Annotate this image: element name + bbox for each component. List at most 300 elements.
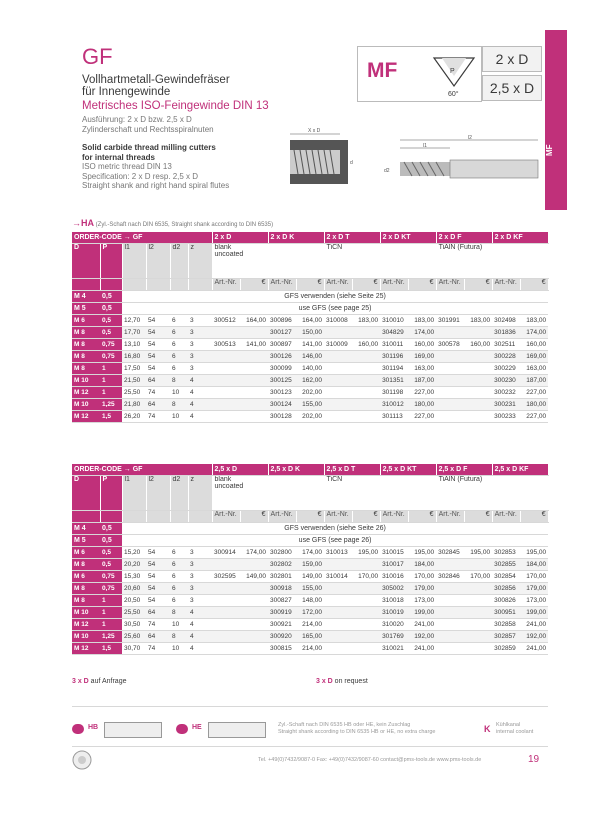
table-cell: 300897 <box>268 339 296 351</box>
table-cell: 300228 <box>492 351 520 363</box>
thread-size: M 12 <box>72 411 100 423</box>
pitch: 0,5 <box>100 291 122 303</box>
table-cell <box>464 583 492 595</box>
table-cell <box>240 399 268 411</box>
variant-header: 2,5 x D K <box>268 464 324 476</box>
table-cell: 54 <box>146 571 170 583</box>
column-header-d: D <box>72 476 100 511</box>
table-cell: 300126 <box>268 351 296 363</box>
table-cell: 10 <box>170 643 188 655</box>
thread-size: M 10 <box>72 375 100 387</box>
table-cell: 300921 <box>268 619 296 631</box>
coating-blank: blank uncoated <box>212 476 324 511</box>
table-cell: 164,00 <box>240 315 268 327</box>
artnr-spacer <box>146 511 170 523</box>
table-cell: 300125 <box>268 375 296 387</box>
table-cell: 310009 <box>324 339 352 351</box>
table-cell: 4 <box>188 375 212 387</box>
table-cell: 6 <box>170 339 188 351</box>
pitch: 0,75 <box>100 583 122 595</box>
table-cell <box>464 327 492 339</box>
order-code-row <box>72 464 548 476</box>
artnr-label: Art.-Nr. <box>324 511 352 523</box>
table-cell: 241,00 <box>520 619 548 631</box>
table-cell <box>352 327 380 339</box>
table-cell: 301769 <box>380 631 408 643</box>
thread-type-label: MF <box>367 59 398 82</box>
table-cell: 21,50 <box>122 375 146 387</box>
artnr-spacer <box>170 511 188 523</box>
table-cell: 3 <box>188 363 212 375</box>
table-cell: 302857 <box>492 631 520 643</box>
table-cell: 160,00 <box>408 339 436 351</box>
execution-de <box>82 115 214 134</box>
table-cell <box>324 595 352 607</box>
title-en-line1: Solid carbide thread milling cutters <box>82 143 216 152</box>
table-cell: 6 <box>170 571 188 583</box>
note-row <box>72 303 548 315</box>
table-cell <box>240 375 268 387</box>
table-cell: 300099 <box>268 363 296 375</box>
coating-tialn: TiAlN (Futura) <box>436 244 548 279</box>
table-cell <box>464 351 492 363</box>
table-cell: 4 <box>188 399 212 411</box>
table-cell <box>324 643 352 655</box>
table-cell: 302855 <box>492 559 520 571</box>
artnr-label: Art.-Nr. <box>492 511 520 523</box>
table-cell: 184,00 <box>520 559 548 571</box>
variant-header: 2 x D KF <box>492 232 548 244</box>
table-cell: 54 <box>146 363 170 375</box>
table-cell: 165,00 <box>296 631 324 643</box>
table-cell: 179,00 <box>520 583 548 595</box>
table-cell: 20,50 <box>122 595 146 607</box>
table-cell: 302846 <box>436 571 464 583</box>
table-cell: 302853 <box>492 547 520 559</box>
table-cell: 170,00 <box>464 571 492 583</box>
table-cell: 155,00 <box>296 583 324 595</box>
table-cell <box>212 387 240 399</box>
table-cell: 141,00 <box>240 339 268 351</box>
table-cell: 54 <box>146 547 170 559</box>
order-code: ORDER-CODE → GF <box>72 232 212 244</box>
table-cell: 173,00 <box>408 595 436 607</box>
pitch: 1,25 <box>100 399 122 411</box>
table-cell <box>352 411 380 423</box>
footer-divider-2 <box>72 746 548 747</box>
table-row <box>72 571 548 583</box>
table-cell: 3 <box>188 339 212 351</box>
table-cell <box>436 619 464 631</box>
table-cell: 301991 <box>436 315 464 327</box>
table-cell <box>352 583 380 595</box>
table-cell: 300124 <box>268 399 296 411</box>
table-cell: 302858 <box>492 619 520 631</box>
table-cell <box>464 595 492 607</box>
coolant-de: Kühlkanal <box>496 722 521 728</box>
pitch: 1 <box>100 375 122 387</box>
table-cell <box>436 351 464 363</box>
table-cell: 16,80 <box>122 351 146 363</box>
artnr-label: Art.-Nr. <box>324 279 352 291</box>
note-row <box>72 291 548 303</box>
title-de-line1: Vollhartmetall-Gewindefräser <box>82 74 230 86</box>
coating-blank: blank uncoated <box>212 244 324 279</box>
table-cell <box>464 387 492 399</box>
artnr-row <box>72 279 548 291</box>
table-cell: 20,60 <box>122 583 146 595</box>
table-cell <box>324 327 352 339</box>
table-cell: 4 <box>188 619 212 631</box>
table-cell: 169,00 <box>520 351 548 363</box>
table-cell: 183,00 <box>520 315 548 327</box>
artnr-label: Art.-Nr. <box>380 511 408 523</box>
table-cell: 64 <box>146 375 170 387</box>
table-cell: 300951 <box>492 607 520 619</box>
table-cell <box>212 607 240 619</box>
table-cell <box>324 619 352 631</box>
table-cell: 64 <box>146 399 170 411</box>
d2-label: d2 <box>384 168 390 174</box>
artnr-label: Art.-Nr. <box>268 511 296 523</box>
table-cell: 301198 <box>380 387 408 399</box>
thread-size: M 12 <box>72 643 100 655</box>
table-row <box>72 339 548 351</box>
pitch: 1,25 <box>100 631 122 643</box>
p-label: P <box>450 68 455 75</box>
price-label: € <box>296 279 324 291</box>
he-arrow-icon <box>176 724 188 734</box>
execution-de-line2: Zylinderschaft und Rechtsspiralnuten <box>82 124 214 134</box>
table-cell: 141,00 <box>296 339 324 351</box>
table-cell: 227,00 <box>520 387 548 399</box>
he-shank-icon <box>208 722 266 738</box>
table-cell: 163,00 <box>520 363 548 375</box>
coating-ticn: TiCN <box>324 476 436 511</box>
coolant-k: K <box>484 724 491 734</box>
variant-header: 2 x D K <box>268 232 324 244</box>
pitch: 1 <box>100 387 122 399</box>
table-cell: 301113 <box>380 411 408 423</box>
thread-size: M 4 <box>72 523 100 535</box>
price-label: € <box>296 511 324 523</box>
table-cell <box>240 631 268 643</box>
shank-note <box>278 722 435 736</box>
table-cell <box>212 559 240 571</box>
table-cell <box>464 375 492 387</box>
table-cell: 26,20 <box>122 411 146 423</box>
table-cell: 300896 <box>268 315 296 327</box>
table-25xd <box>72 464 549 655</box>
table-cell: 300230 <box>492 375 520 387</box>
table-cell: 300920 <box>268 631 296 643</box>
table-cell: 195,00 <box>352 547 380 559</box>
table-row <box>72 643 548 655</box>
order-code-row <box>72 232 548 244</box>
artnr-spacer <box>100 279 122 291</box>
table-cell: 304829 <box>380 327 408 339</box>
thread-size: M 12 <box>72 619 100 631</box>
table-cell: 12,70 <box>122 315 146 327</box>
gfs-note: use GFS (see page 25) <box>122 303 548 315</box>
table-cell: 187,00 <box>520 375 548 387</box>
table-cell <box>324 411 352 423</box>
title-en <box>82 143 216 162</box>
table-cell <box>352 387 380 399</box>
table-cell: 160,00 <box>352 339 380 351</box>
table-cell: 300918 <box>268 583 296 595</box>
pitch: 0,75 <box>100 339 122 351</box>
table-cell: 302595 <box>212 571 240 583</box>
caption-prefix: →HA <box>72 218 94 228</box>
table-cell: 302845 <box>436 547 464 559</box>
artnr-spacer <box>122 279 146 291</box>
table-cell: 4 <box>188 411 212 423</box>
artnr-spacer <box>188 279 212 291</box>
table-row <box>72 583 548 595</box>
artnr-spacer <box>72 511 100 523</box>
table-cell: 310012 <box>380 399 408 411</box>
table-cell: 310017 <box>380 559 408 571</box>
artnr-spacer <box>146 279 170 291</box>
table-cell: 195,00 <box>520 547 548 559</box>
table-cell: 310015 <box>380 547 408 559</box>
spec-en <box>82 162 229 191</box>
page-number: 19 <box>528 754 540 765</box>
request-de-bold: 3 x D <box>72 678 89 685</box>
table-cell <box>212 583 240 595</box>
table-cell <box>352 631 380 643</box>
table-cell <box>436 595 464 607</box>
pitch: 0,5 <box>100 523 122 535</box>
table-cell: 54 <box>146 559 170 571</box>
column-header-l2: l2 <box>146 244 170 279</box>
note-row <box>72 523 548 535</box>
pitch: 0,75 <box>100 571 122 583</box>
pitch: 1 <box>100 619 122 631</box>
table-row <box>72 619 548 631</box>
shank-note-de: Zyl.-Schaft nach DIN 6535 HB oder HE, kein Zuschlag <box>278 722 411 728</box>
artnr-label: Art.-Nr. <box>436 511 464 523</box>
table-cell: 54 <box>146 583 170 595</box>
table-cell: 300914 <box>212 547 240 559</box>
table-cell <box>352 595 380 607</box>
table-cell <box>352 375 380 387</box>
price-label: € <box>464 279 492 291</box>
coating-ticn: TiCN <box>324 244 436 279</box>
table-cell: 20,20 <box>122 559 146 571</box>
side-tab <box>545 30 567 210</box>
table-row <box>72 375 548 387</box>
table-cell: 183,00 <box>352 315 380 327</box>
table-cell: 17,70 <box>122 327 146 339</box>
column-header-z: z <box>188 476 212 511</box>
l1-label: l1 <box>423 143 427 149</box>
table-cell: 4 <box>188 387 212 399</box>
price-label: € <box>240 279 268 291</box>
xd-label: X x D <box>308 128 321 134</box>
thread-size: M 8 <box>72 595 100 607</box>
table-cell: 149,00 <box>296 571 324 583</box>
column-header-d2: d2 <box>170 476 188 511</box>
table-cell: 64 <box>146 631 170 643</box>
request-de <box>72 678 127 685</box>
thread-size: M 5 <box>72 303 100 315</box>
request-de-text: auf Anfrage <box>88 678 127 685</box>
table-cell <box>352 559 380 571</box>
thread-size: M 8 <box>72 351 100 363</box>
table-cell: 146,00 <box>296 351 324 363</box>
price-label: € <box>464 511 492 523</box>
table-cell: 227,00 <box>520 411 548 423</box>
table-cell <box>352 607 380 619</box>
coating-tialn: TiAlN (Futura) <box>436 476 548 511</box>
coolant-text <box>496 722 533 736</box>
price-label: € <box>408 511 436 523</box>
table-cell: 310013 <box>324 547 352 559</box>
table-cell <box>240 387 268 399</box>
table-cell: 180,00 <box>408 399 436 411</box>
table-cell: 3 <box>188 351 212 363</box>
gfs-note: GFS verwenden (siehe Seite 25) <box>122 291 548 303</box>
table-cell: 30,50 <box>122 619 146 631</box>
column-header-l1: l1 <box>122 476 146 511</box>
table-cell: 183,00 <box>464 315 492 327</box>
thread-size: M 4 <box>72 291 100 303</box>
table-cell <box>212 351 240 363</box>
table-cell <box>464 607 492 619</box>
pitch: 0,5 <box>100 559 122 571</box>
table-cell: 302854 <box>492 571 520 583</box>
table-cell: 300919 <box>268 607 296 619</box>
table-cell: 302801 <box>268 571 296 583</box>
table-cell <box>212 327 240 339</box>
table-cell: 170,00 <box>408 571 436 583</box>
caption-text: (Zyl.-Schaft nach DIN 6535, Straight shank according to DIN 6535) <box>95 222 274 228</box>
pitch: 1,5 <box>100 411 122 423</box>
table-cell: 214,00 <box>296 619 324 631</box>
table-cell: 300128 <box>268 411 296 423</box>
table-cell: 74 <box>146 411 170 423</box>
price-label: € <box>352 279 380 291</box>
table-row <box>72 387 548 399</box>
table-cell <box>436 327 464 339</box>
table-cell <box>240 619 268 631</box>
table-cell: 3 <box>188 327 212 339</box>
price-label: € <box>520 511 548 523</box>
table-cell: 4 <box>188 643 212 655</box>
table-cell <box>436 631 464 643</box>
table-cell <box>212 619 240 631</box>
table-cell: 310011 <box>380 339 408 351</box>
angle-label: 60° <box>448 91 459 98</box>
table-cell: 184,00 <box>408 559 436 571</box>
table-cell: 170,00 <box>352 571 380 583</box>
order-code: ORDER-CODE → GF <box>72 464 212 476</box>
table-cell <box>464 619 492 631</box>
table-cell: 3 <box>188 571 212 583</box>
table-cell: 310014 <box>324 571 352 583</box>
table-cell: 6 <box>170 595 188 607</box>
table-cell: 74 <box>146 619 170 631</box>
table-cell <box>240 595 268 607</box>
pitch: 1 <box>100 595 122 607</box>
gfs-note: use GFS (see page 26) <box>122 535 548 547</box>
table-cell: 30,70 <box>122 643 146 655</box>
thread-size: M 8 <box>72 327 100 339</box>
hb-shank-icon <box>104 722 162 738</box>
price-label: € <box>408 279 436 291</box>
artnr-spacer <box>72 279 100 291</box>
table-cell <box>324 607 352 619</box>
table-cell: 214,00 <box>296 643 324 655</box>
hb-label: HB <box>88 724 99 731</box>
table-row <box>72 559 548 571</box>
variant-header: 2 x D F <box>436 232 492 244</box>
table-cell <box>324 351 352 363</box>
table-cell: 202,00 <box>296 387 324 399</box>
thread-size: M 6 <box>72 547 100 559</box>
table-row <box>72 607 548 619</box>
variant-header: 2,5 x D KF <box>492 464 548 476</box>
table-cell <box>324 631 352 643</box>
table-cell <box>212 595 240 607</box>
thread-size: M 10 <box>72 399 100 411</box>
table-cell: 300578 <box>436 339 464 351</box>
table-cell: 15,20 <box>122 547 146 559</box>
table-cell: 241,00 <box>408 619 436 631</box>
table-row <box>72 327 548 339</box>
thread-hole-drawing <box>290 124 360 204</box>
table-cell: 150,00 <box>296 327 324 339</box>
table-cell: 195,00 <box>464 547 492 559</box>
table-25xd-body <box>72 464 548 655</box>
table-cell: 3 <box>188 595 212 607</box>
table-cell: 302511 <box>492 339 520 351</box>
pitch: 0,5 <box>100 547 122 559</box>
table-cell: 300513 <box>212 339 240 351</box>
table-cell <box>436 559 464 571</box>
pitch: 0,5 <box>100 327 122 339</box>
table-cell: 202,00 <box>296 411 324 423</box>
table-cell: 310010 <box>380 315 408 327</box>
title-en-line2: for internal threads <box>82 152 155 162</box>
request-en-text: on request <box>332 678 368 685</box>
table-cell: 300826 <box>492 595 520 607</box>
table-cell: 54 <box>146 315 170 327</box>
artnr-label: Art.-Nr. <box>212 511 240 523</box>
table-cell: 241,00 <box>408 643 436 655</box>
table-cell: 149,00 <box>240 571 268 583</box>
table-2xd-body <box>72 232 548 423</box>
execution-de-line1: Ausführung: 2 x D bzw. 2,5 x D <box>82 115 192 124</box>
table-cell: 160,00 <box>520 339 548 351</box>
table-cell <box>240 607 268 619</box>
variant-header: 2 x D <box>212 232 268 244</box>
table-cell: 180,00 <box>520 399 548 411</box>
table-row <box>72 547 548 559</box>
d-label: d <box>350 160 353 166</box>
table-cell <box>352 399 380 411</box>
table-cell: 310008 <box>324 315 352 327</box>
shank-note-en: Straight shank according to DIN 6535 HB or HE, no extra charge <box>278 729 436 735</box>
table-cell: 301196 <box>380 351 408 363</box>
table-cell: 174,00 <box>296 547 324 559</box>
column-header-l2: l2 <box>146 476 170 511</box>
thread-size: M 8 <box>72 339 100 351</box>
price-label: € <box>240 511 268 523</box>
table-cell: 301836 <box>492 327 520 339</box>
